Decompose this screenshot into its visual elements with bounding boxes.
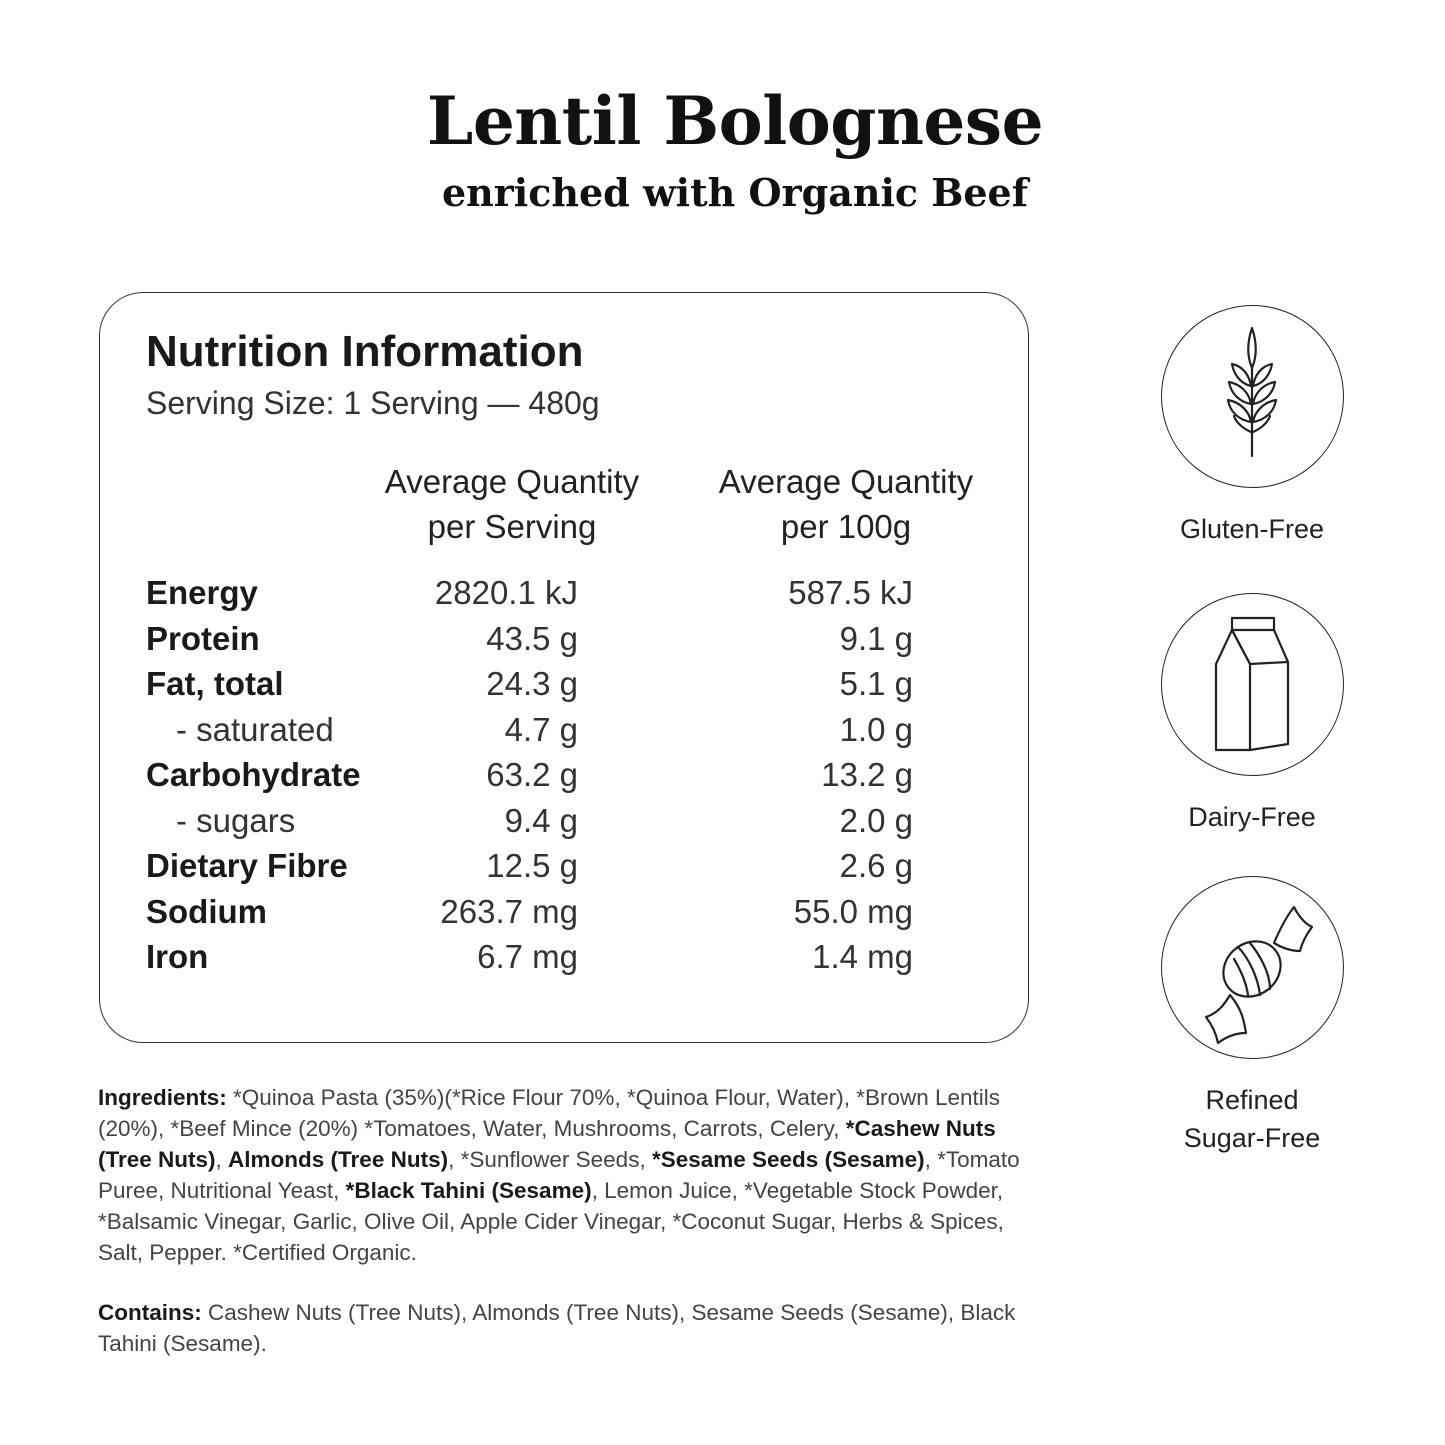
allergen-highlight: *Cashew Nuts (Tree Nuts) <box>98 1116 996 1172</box>
ingredients-part: , *Tomato Puree, Nutritional Yeast, <box>98 1147 1020 1203</box>
value-per-serving: 24.3 g <box>486 665 578 702</box>
nutrition-title: Nutrition Information <box>146 327 584 376</box>
column-header-line: per 100g <box>780 508 912 545</box>
serving-size: Serving Size: 1 Serving — 480g <box>146 385 600 421</box>
wheat-icon <box>1162 306 1343 487</box>
nutrition-row-dietary-fibre <box>146 843 986 889</box>
badge-circle <box>1161 593 1344 776</box>
value-per-serving: 63.2 g <box>486 756 578 793</box>
milk-carton-icon <box>1162 594 1343 775</box>
product-title: Lentil Bolognese <box>426 82 1044 160</box>
badge-refined-sugar-free <box>1152 876 1352 1157</box>
nutrition-row-sugars <box>146 798 986 844</box>
badge-dairy-free <box>1152 593 1352 836</box>
value-per-100g: 1.4 mg <box>812 938 913 975</box>
value-per-serving: 6.7 mg <box>477 938 578 975</box>
nutrient-label: - sugars <box>176 801 296 839</box>
badge-label: Dairy-Free <box>1188 802 1316 832</box>
value-per-serving: 263.7 mg <box>440 892 578 930</box>
contains-list: Cashew Nuts (Tree Nuts), Almonds (Tree Nuts), Sesame Seeds (Sesame), Black Tahini (Sesame). <box>98 1300 1016 1356</box>
ingredients-text <box>98 1082 1038 1268</box>
nutrient-label: Carbohydrate <box>146 756 361 793</box>
contains-label: Contains: <box>98 1300 202 1325</box>
value-per-serving: 43.5 g <box>486 619 578 657</box>
nutrition-row-protein <box>146 616 986 662</box>
contains-text <box>98 1297 1038 1359</box>
value-per-100g: 587.5 kJ <box>788 574 913 611</box>
value-per-100g: 2.6 g <box>839 847 913 884</box>
candy-icon <box>1162 877 1343 1058</box>
value-per-100g: 5.1 g <box>839 665 913 702</box>
nutrient-label: Fat, total <box>146 665 284 702</box>
product-subtitle: enriched with Organic Beef <box>441 170 1029 215</box>
value-per-serving: 4.7 g <box>504 710 578 748</box>
nutrition-row-energy <box>146 570 986 616</box>
value-per-serving: 9.4 g <box>504 801 578 839</box>
allergen-highlight: *Sesame Seeds (Sesame) <box>651 1147 925 1172</box>
value-per-serving: 2820.1 kJ <box>434 574 578 611</box>
nutrient-label: Dietary Fibre <box>146 847 348 884</box>
badge-circle <box>1161 876 1344 1059</box>
value-per-100g: 2.0 g <box>839 801 913 839</box>
nutrient-label: Protein <box>146 619 260 657</box>
column-header-per-serving <box>352 459 672 549</box>
value-per-100g: 13.2 g <box>821 756 913 793</box>
nutrition-row-saturated <box>146 707 986 753</box>
value-per-100g: 1.0 g <box>839 710 913 748</box>
nutrient-label: Sodium <box>146 892 267 930</box>
column-header-line: Average Quantity <box>384 463 640 500</box>
nutrition-row-iron <box>146 934 986 980</box>
ingredients-part: , Lemon Juice, *Vegetable Stock Powder, *Balsamic Vinegar, Garlic, Olive Oil, Apple Cider Vinegar, *Coconut Sugar, Herbs & Spices, Salt, Pepper. *Certified Organic. <box>98 1178 1004 1265</box>
badge-label: Gluten-Free <box>1179 514 1325 544</box>
badge-circle <box>1161 305 1344 488</box>
badge-label-line2: Sugar-Free <box>1183 1123 1321 1153</box>
ingredients-label: Ingredients: <box>98 1085 227 1110</box>
column-header-per-100g <box>686 459 1006 549</box>
nutrition-row-carbohydrate <box>146 752 986 798</box>
column-header-line: Average Quantity <box>718 463 974 500</box>
value-per-100g: 55.0 mg <box>793 892 913 930</box>
ingredients-part: , <box>215 1147 229 1172</box>
ingredients-part: , *Sunflower Seeds, <box>448 1147 652 1172</box>
nutrient-label: Energy <box>146 574 258 611</box>
value-per-100g: 9.1 g <box>839 619 913 657</box>
nutrition-panel <box>99 292 1029 1043</box>
nutrition-row-fat-total <box>146 661 986 707</box>
nutrient-label: Iron <box>146 938 209 975</box>
ingredients-part: *Quinoa Pasta (35%)(*Rice Flour 70%, *Quinoa Flour, Water), *Brown Lentils (20%), *Beef Mince (20%) *Tomatoes, Water, Mushrooms, Carrots, Celery, <box>98 1085 1001 1141</box>
nutrition-table <box>146 570 986 980</box>
nutrition-row-sodium <box>146 889 986 935</box>
column-header-line: per Serving <box>427 508 597 545</box>
badge-gluten-free <box>1152 305 1352 548</box>
value-per-serving: 12.5 g <box>486 847 578 884</box>
badge-label-line1: Refined <box>1205 1085 1299 1115</box>
allergen-highlight: *Black Tahini (Sesame) <box>345 1178 592 1203</box>
allergen-highlight: Almonds (Tree Nuts) <box>228 1147 449 1172</box>
nutrient-label: - saturated <box>176 710 334 748</box>
